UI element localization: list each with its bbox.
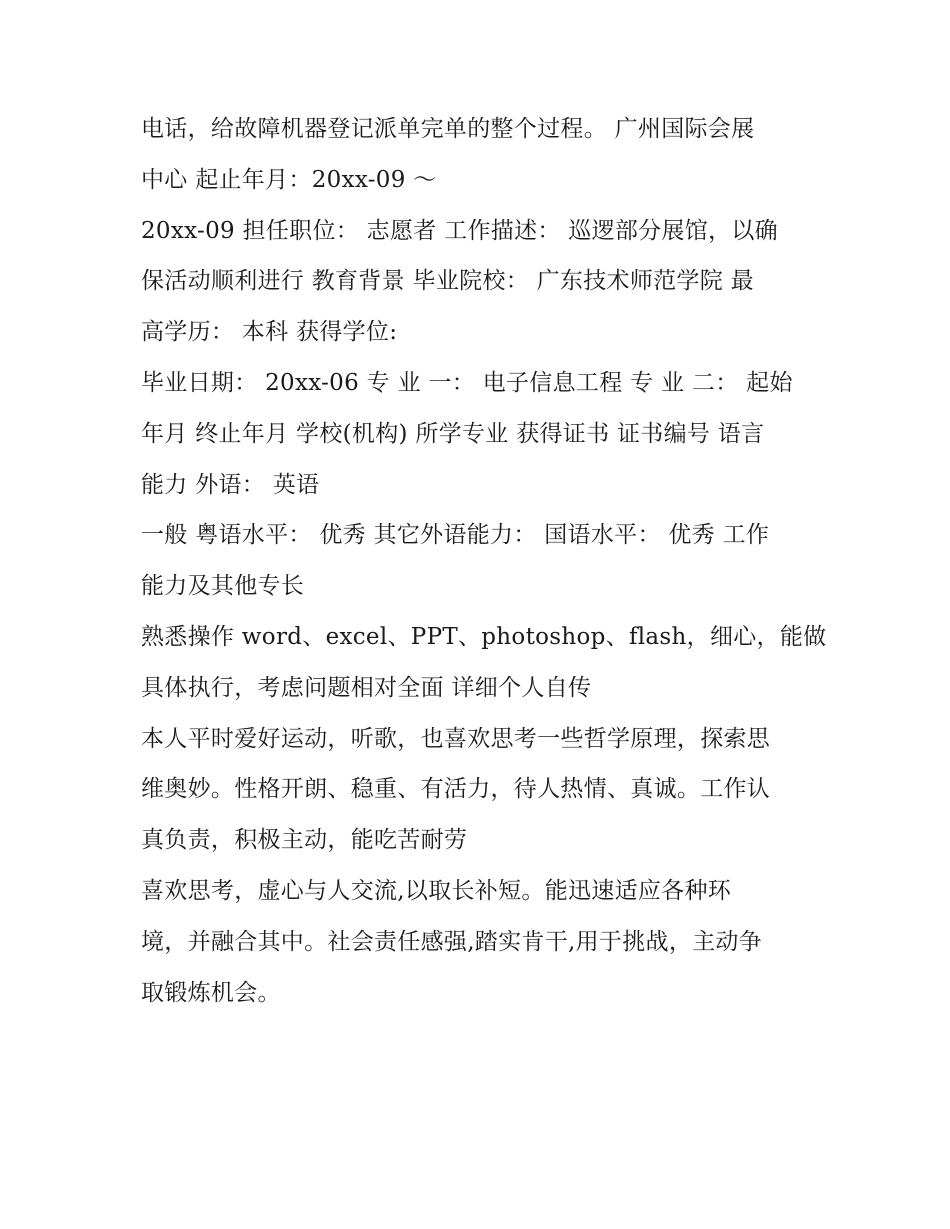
text-line-9: 一般 粤语水平： 优秀 其它外语能力： 国语水平： 优秀 工作 bbox=[141, 522, 770, 549]
text-line-5: 高学历： 本科 获得学位: bbox=[141, 319, 398, 346]
text-line-18: 取锻炼机会。 bbox=[141, 979, 281, 1006]
text-line-2: 中心 起止年月：20xx-09 ～ bbox=[141, 166, 437, 193]
text-line-15: 真负责，积极主动，能吃苦耐劳 bbox=[141, 827, 468, 854]
text-line-8: 能力 外语： 英语 bbox=[141, 471, 320, 498]
text-line-4: 保活动顺利进行 教育背景 毕业院校： 广东技术师范学院 最 bbox=[141, 268, 754, 295]
text-line-3: 20xx-09 担任职位： 志愿者 工作描述： 巡逻部分展馆，以确 bbox=[141, 217, 778, 244]
document-body bbox=[141, 104, 827, 1018]
text-line-13: 本人平时爱好运动，听歌，也喜欢思考一些哲学原理，探索思 bbox=[141, 725, 771, 752]
text-line-10: 能力及其他专长 bbox=[141, 573, 305, 600]
text-line-11: 熟悉操作 word、excel、PPT、photoshop、flash，细心，能做 bbox=[141, 623, 827, 650]
text-line-14: 维奥妙。性格开朗、稳重、有活力，待人热情、真诚。工作认 bbox=[141, 776, 771, 803]
text-line-1: 电话，给故障机器登记派单完单的整个过程。 广州国际会展 bbox=[141, 116, 755, 142]
text-line-16: 喜欢思考，虚心与人交流,以取长补短。能迅速适应各种环 bbox=[141, 877, 732, 904]
text-line-17: 境，并融合其中。社会责任感强,踏实肯干,用于挑战，主动争 bbox=[141, 928, 763, 955]
text-line-6: 毕业日期： 20xx-06 专 业 一： 电子信息工程 专 业 二： 起始 bbox=[141, 369, 793, 396]
text-line-7: 年月 终止年月 学校(机构) 所学专业 获得证书 证书编号 语言 bbox=[141, 420, 765, 447]
text-line-12: 具体执行，考虑问题相对全面 详细个人自传 bbox=[141, 674, 592, 701]
